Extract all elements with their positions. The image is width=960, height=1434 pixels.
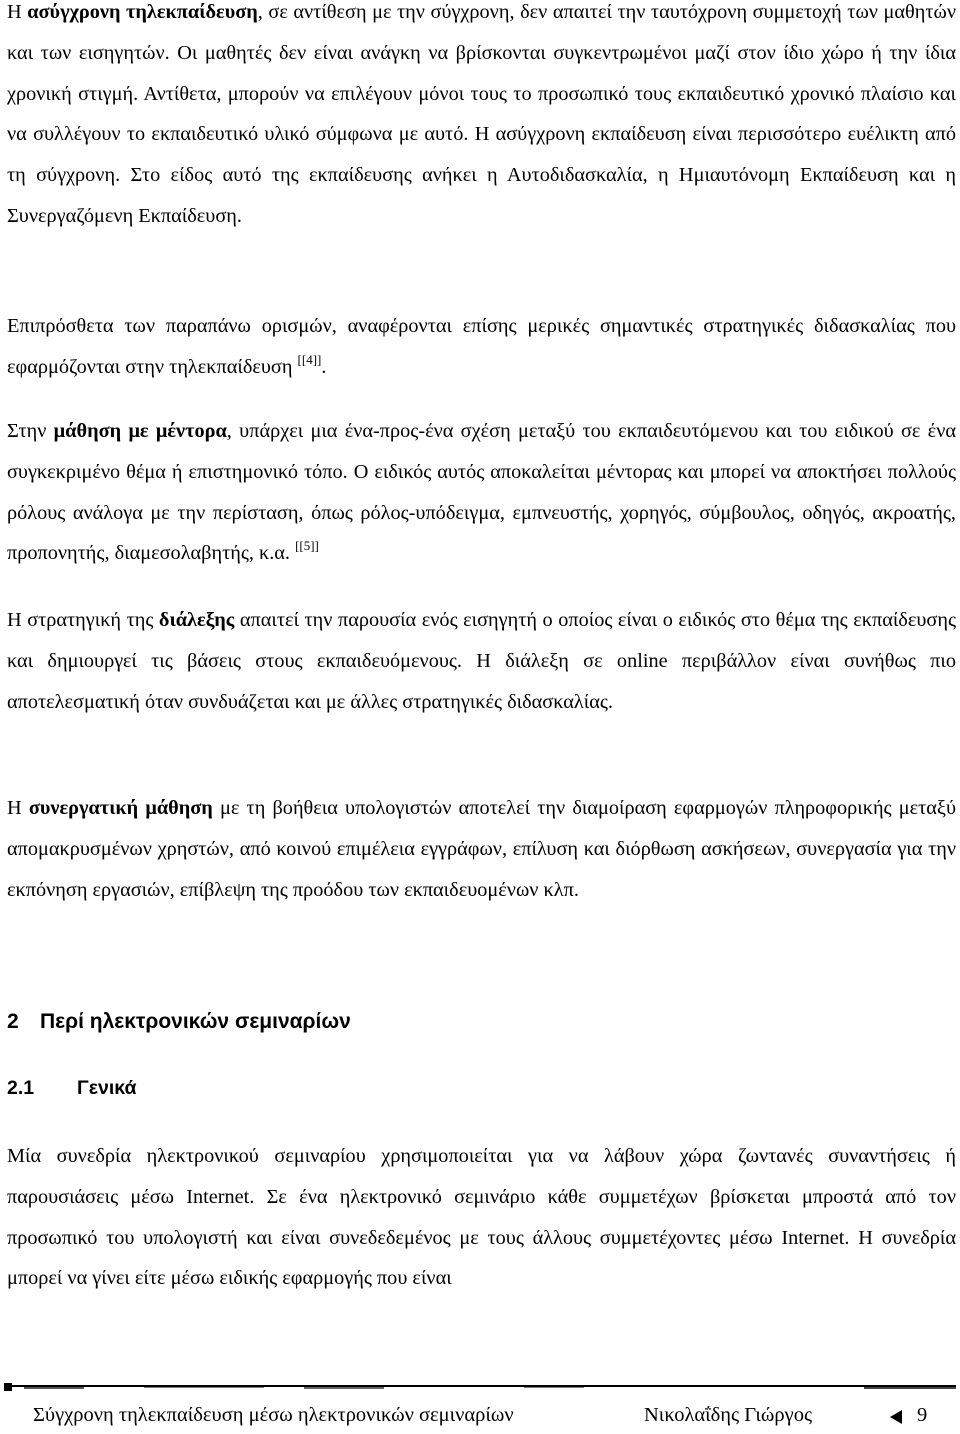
page-footer bbox=[0, 1404, 960, 1432]
bold-term-mentoring: μάθηση με μέντορα bbox=[53, 420, 227, 442]
text-span: Η bbox=[7, 1, 28, 23]
bold-term-collaborative: συνεργατική μάθηση bbox=[28, 797, 213, 819]
subsection-title: Γενικά bbox=[77, 1077, 137, 1099]
text-span: , σε αντίθεση με την σύγχρονη, δεν απαιτεί την ταυτόχρονη συμμετοχή των μαθητών και των εισηγητών. Οι μαθητές δεν είναι ανάγκη να βρίσκονται συγκεντρωμένοι μαζί στον ίδιο χώρο ή την ίδια χρονική στιγμή. Αντίθετα, μπορούν να επιλέγουν μόνοι τους το προσωπικό τους εκπαιδευτικό χρονικό πλαίσιο και να συλλέγουν το εκπαιδευτικό υλικό σύμφωνα με αυτό. Η ασύγχρονη εκπαίδευση είναι περισσότερο ευέλικτη από τη σύγχρονη. Στο είδος αυτό της εκπαίδευσης ανήκει η Αυτοδιδασκαλία, η Ημιαυτόνομη Εκπαίδευση και η Συνεργαζόμενη Εκπαίδευση. bbox=[7, 1, 956, 227]
section-number: 2 bbox=[7, 1010, 19, 1033]
text-span: με τη βοήθεια υπολογιστών αποτελεί την διαμοίραση εφαρμογών πληροφορικής μεταξύ απομακρυσμένων χρηστών, από κοινού επιμέλεια εγγράφων, επίλυση και διόρθωση ασκήσεων, συνεργασία για την εκπόνηση εργασιών, επίβλεψη της προόδου των εκπαιδευομένων κλπ. bbox=[7, 797, 957, 901]
reference-marker: [[4]] bbox=[297, 351, 322, 367]
paragraph-mentoring bbox=[7, 411, 956, 574]
section-title: Περί ηλεκτρονικών σεμιναρίων bbox=[40, 1010, 351, 1033]
text-span: . bbox=[321, 355, 327, 378]
page-number: 9 bbox=[917, 1404, 928, 1426]
text-span: Η στρατηγική της bbox=[7, 609, 159, 631]
bold-term-lecture: διάλεξης bbox=[158, 609, 235, 631]
paragraph-collaborative-learning bbox=[7, 788, 956, 910]
text-span: , υπάρχει μια ένα-προς-ένα σχέση μεταξύ του εκπαιδευτόμενου και του ειδικού σε ένα συγκεκριμένο θέμα ή επιστημονικό τόπο. Ο ειδικός αυτός αποκαλείται μέντορας και μπορεί να αποκτήσει πολλούς ρόλους ανάλογα με την περίσταση, όπως ρόλος-υπόδειγμα, εμπνευστής, χορηγός, σύμβουλος, οδηγός, ακροατής, προπονητής, διαμεσολαβητής, κ.α. bbox=[7, 420, 956, 565]
section-heading bbox=[7, 1010, 351, 1034]
paragraph-webinar-intro bbox=[7, 1136, 956, 1299]
paragraph-asynchronous-elearning bbox=[7, 0, 956, 237]
paragraph-strategies bbox=[7, 306, 956, 388]
subsection-number: 2.1 bbox=[7, 1077, 35, 1099]
triangle-left-icon bbox=[889, 1408, 903, 1431]
footer-author: Νικολαΐδης Γιώργος bbox=[644, 1404, 813, 1426]
text-span: Μία συνεδρία ηλεκτρονικού σεμιναρίου χρησιμοποιείται για να λάβουν χώρα ζωντανές συναντήσεις ή παρουσιάσεις μέσω Internet. Σε ένα ηλεκτρονικό σεμινάριο κάθε συμμετέχων βρίσκεται μπροστά από τον προσωπικό του υπολογιστή και είναι συνεδεδεμένος με τους άλλους συμμετέχοντες μέσω Internet. Η συνεδρία μπορεί να γίνει είτε μέσω ειδικής εφαρμογής που είναι bbox=[7, 1145, 956, 1290]
subsection-heading bbox=[7, 1077, 136, 1100]
paragraph-lecture bbox=[7, 600, 956, 722]
footer-document-title: Σύγχρονη τηλεκπαίδευση μέσω ηλεκτρονικών σεμιναρίων bbox=[33, 1404, 514, 1426]
text-span: Στην bbox=[7, 420, 54, 442]
reference-marker: [[5]] bbox=[295, 538, 319, 554]
text-span: Η bbox=[7, 797, 29, 819]
text-span: απαιτεί την παρουσία ενός εισηγητή ο οποίος είναι ο ειδικός στο θέμα της εκπαίδευσης και δημιουργεί τις βάσεις στους εκπαιδευόμενους. Η διάλεξη σε online περιβάλλον είναι συνήθως πιο αποτελεσματική όταν συνδυάζεται και με άλλες στρατηγικές διδασκαλίας. bbox=[7, 609, 956, 713]
bold-term-asynchronous: ασύγχρονη τηλεκπαίδευση bbox=[27, 1, 258, 23]
footer-rule bbox=[4, 1383, 956, 1391]
text-span: Επιπρόσθετα των παραπάνω ορισμών, αναφέρονται επίσης μερικές σημαντικές στρατηγικές διδασκαλίας που εφαρμόζονται στην τηλεκπαίδευση bbox=[7, 315, 956, 378]
